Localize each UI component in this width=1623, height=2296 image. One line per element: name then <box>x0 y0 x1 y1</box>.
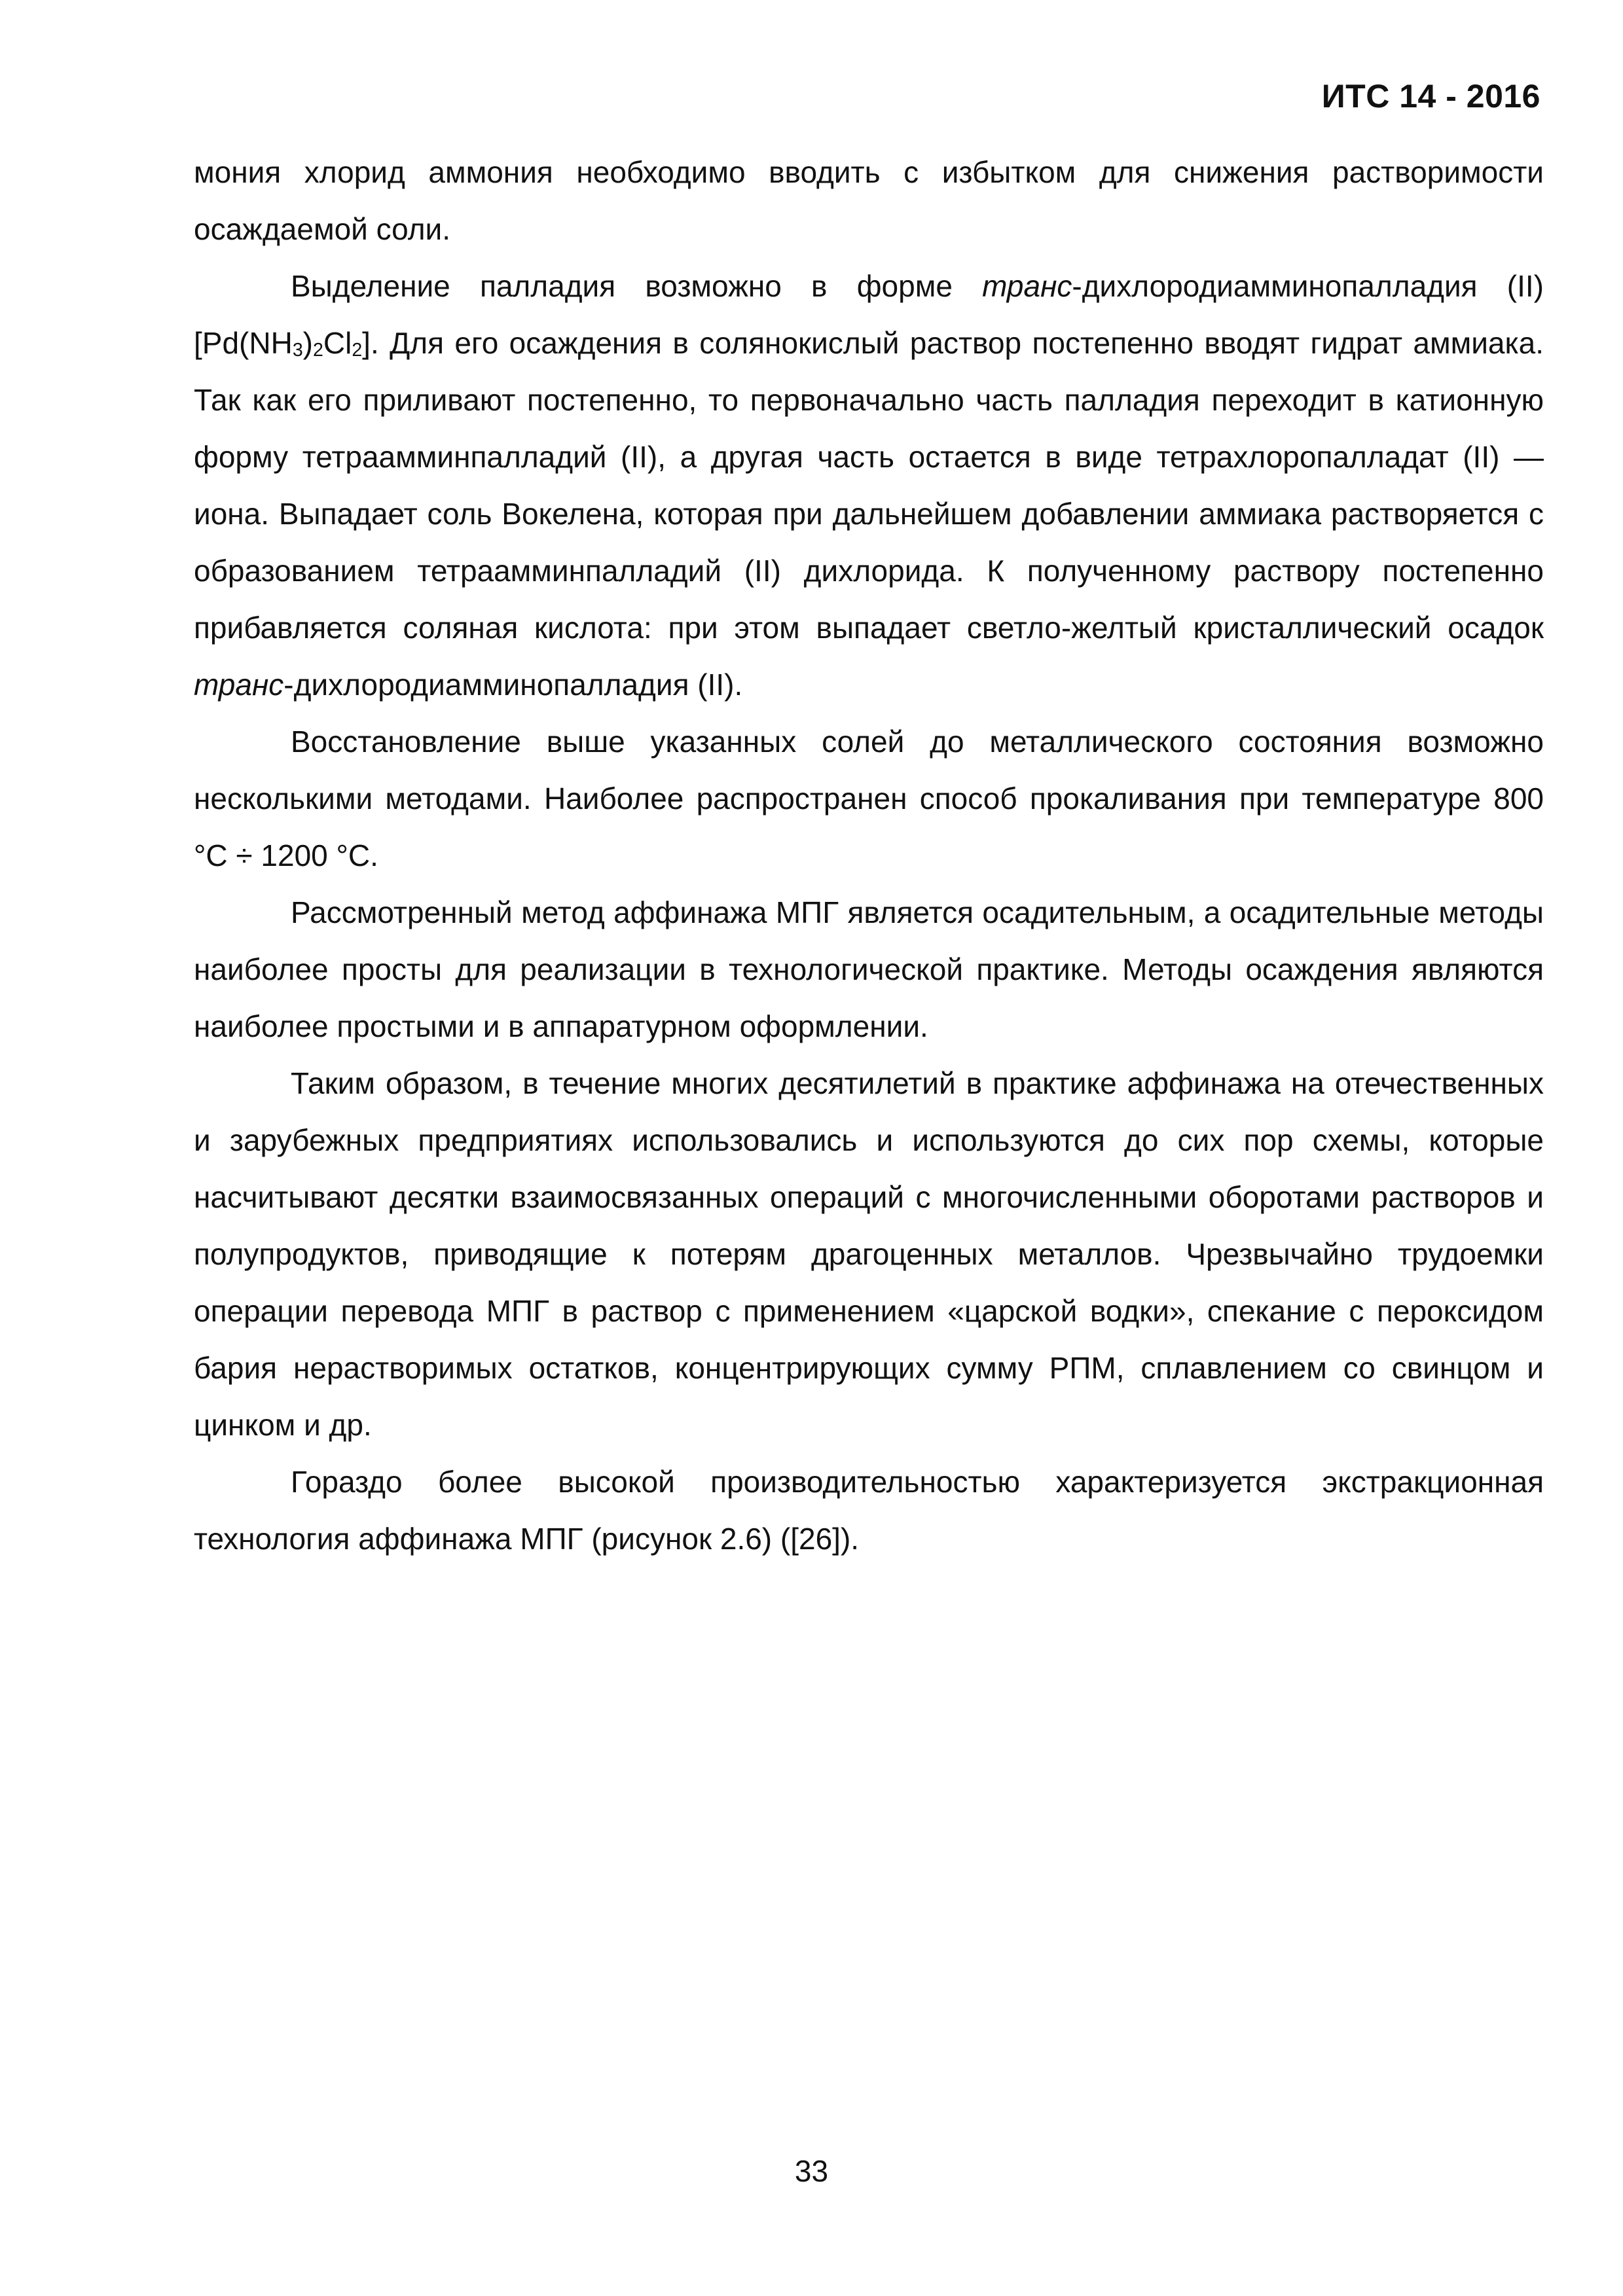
italic-term: транс <box>982 269 1072 303</box>
document-code: ИТС 14 - 2016 <box>1321 78 1541 115</box>
paragraph-method-assessment: Рассмотренный метод аффинажа МПГ является осадительным, а осадительные методы наиболее просты для реализации в технологической практике. Методы осаждения являются наиболее простыми и в аппаратурном оформлении. <box>194 895 1544 1043</box>
text-span: ]. Для его осаждения в солянокислый раствор постепенно вводят гидрат аммиака. Так как его приливают постепенно, то первоначально часть палладия переходит в катионную форму тетраамминпалладий (II), а другая часть остается в виде тетрахлоропалладат (II) — иона. Выпадает соль Вокелена, которая при дальнейшем добавлении аммиака растворяется с образованием тетраамминпалладий (II) дихлорида. К полученному раствору постепенно прибавляется соляная кислота: при этом выпадает светло-желтый кристаллический осадок <box>194 326 1544 645</box>
paragraph-palladium-precipitation <box>194 258 1544 713</box>
italic-term: транс <box>194 668 284 702</box>
paragraph-continuation: мония хлорид аммония необходимо вводить с избытком для снижения растворимости осаждаемой соли. <box>194 155 1544 246</box>
subscript: 2 <box>352 340 363 361</box>
paragraph-reduction: Восстановление выше указанных солей до металлического состояния возможно несколькими методами. Наиболее распространен способ прокаливания при температуре 800 °C ÷ 1200 °C. <box>194 725 1544 872</box>
subscript: 3 <box>292 340 303 361</box>
body-text <box>194 144 1544 1568</box>
text-span: -дихлородиамминопалладия (II). <box>283 668 743 702</box>
text-span: -дихлородиамминопалладия (II) [Pd(NH <box>194 269 1544 360</box>
page-number: 33 <box>794 2154 829 2188</box>
text-span: ) <box>302 326 313 360</box>
subscript: 2 <box>313 340 323 361</box>
text-span: Cl <box>323 326 352 360</box>
text-span: Выделение палладия возможно в форме <box>291 269 983 303</box>
paragraph-historical-schemes: Таким образом, в течение многих десятилетий в практике аффинажа на отечественных и зарубежных предприятиях использовались и используются до сих пор схемы, которые насчитывают десятки взаимосвязанных операций с многочисленными оборотами растворов и полупродуктов, приводящие к потерям драгоценных металлов. Чрезвычайно трудоемки операции перевода МПГ в раствор с применением «царской водки», спекание с пероксидом бария нерастворимых остатков, концентрирующих сумму РПМ, сплавлением со свинцом и цинком и др. <box>194 1066 1544 1442</box>
paragraph-extraction-technology: Гораздо более высокой производительностью характеризуется экстракционная технология аффинажа МПГ (рисунок 2.6) ([26]). <box>194 1465 1544 1556</box>
